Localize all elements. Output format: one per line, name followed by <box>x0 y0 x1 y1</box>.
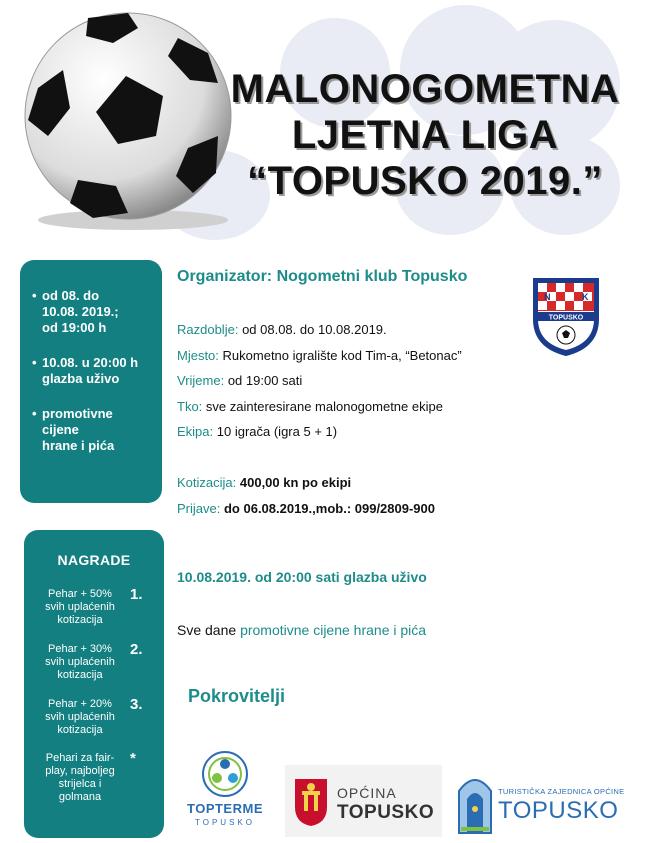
highlight-text: • od 08. do <box>42 288 100 303</box>
page-title <box>210 66 640 204</box>
highlight-text: glazba uživo <box>42 371 120 386</box>
highlight-text: 10.08. 2019.; <box>42 304 119 319</box>
tz-logo <box>455 765 635 837</box>
opcina-logo <box>285 765 442 837</box>
topterme-sub: TOPUSKO <box>195 818 255 827</box>
info-team: Ekipa: 10 igrača (igra 5 + 1) <box>177 424 338 439</box>
food-announcement: Sve dane promotivne cijene hrane i pića <box>177 622 427 638</box>
topterme-name: TOPTERME <box>187 801 263 816</box>
topterme-emblem-icon <box>180 748 270 800</box>
music-announcement: 10.08.2019. od 20:00 sati glazba uživo <box>177 569 427 585</box>
award-text: Pehar + 20% svih uplaćenih kotizacija <box>45 698 115 736</box>
info-time: Vrijeme: od 19:00 sati <box>177 373 303 388</box>
award-number: 1. <box>130 586 143 603</box>
highlight-text: hrane i pića <box>42 438 115 453</box>
svg-text:N: N <box>544 292 551 302</box>
tz-gate-icon <box>455 769 495 835</box>
awards-title: NAGRADE <box>57 552 131 568</box>
award-text: Pehar + 30% svih uplaćenih kotizacija <box>45 643 115 681</box>
svg-text:K: K <box>582 292 589 302</box>
highlight-text: • promotivne <box>42 406 113 421</box>
topterme-logo <box>180 748 270 840</box>
title-line-1: MALONOGOMETNA <box>230 67 620 111</box>
highlight-item <box>34 288 154 336</box>
crest-name: TOPUSKO <box>548 314 584 322</box>
award-number: 3. <box>130 696 143 713</box>
sponsors-heading: Pokrovitelji <box>188 686 286 706</box>
highlight-text: od 19:00 h <box>42 320 107 335</box>
title-line-2: LJETNA LIGA <box>291 113 559 157</box>
award-text: Pehar + 50% svih uplaćenih kotizacija <box>45 588 115 626</box>
info-period: Razdoblje: od 08.08. do 10.08.2019. <box>177 322 387 337</box>
highlights-panel <box>20 260 162 503</box>
highlight-text: • 10.08. u 20:00 h <box>42 355 139 370</box>
info-place: Mjesto: Rukometno igralište kod Tim-a, “Betonac” <box>177 348 462 363</box>
highlight-text: cijene <box>42 422 79 437</box>
award-number: 2. <box>130 641 143 658</box>
award-text: Pehari za fair- play, najboljeg strijelca i golmana <box>45 752 115 803</box>
organizer-heading: Organizator: Nogometni klub Topusko <box>177 268 468 285</box>
opcina-line-1: OPĆINA <box>337 785 397 801</box>
tz-line-2: TOPUSKO <box>498 797 619 824</box>
info-registration: Prijave: do 06.08.2019.,mob.: 099/2809-900 <box>177 501 435 516</box>
info-fee: Kotizacija: 400,00 kn po ekipi <box>177 475 352 490</box>
opcina-line-2: TOPUSKO <box>337 802 435 823</box>
opcina-coat-of-arms-icon <box>293 777 329 827</box>
soccer-ball-icon <box>18 8 238 233</box>
awards-panel <box>24 530 164 838</box>
club-crest-icon <box>530 275 602 357</box>
tz-line-1: TURISTIČKA ZAJEDNICA OPĆINE <box>498 787 625 796</box>
highlight-item <box>34 355 154 387</box>
award-number: * <box>130 750 136 767</box>
info-who: Tko: sve zainteresirane malonogometne ekipe <box>177 399 443 414</box>
highlight-item <box>34 406 154 454</box>
title-line-3: “TOPUSKO 2019.” <box>247 159 603 203</box>
